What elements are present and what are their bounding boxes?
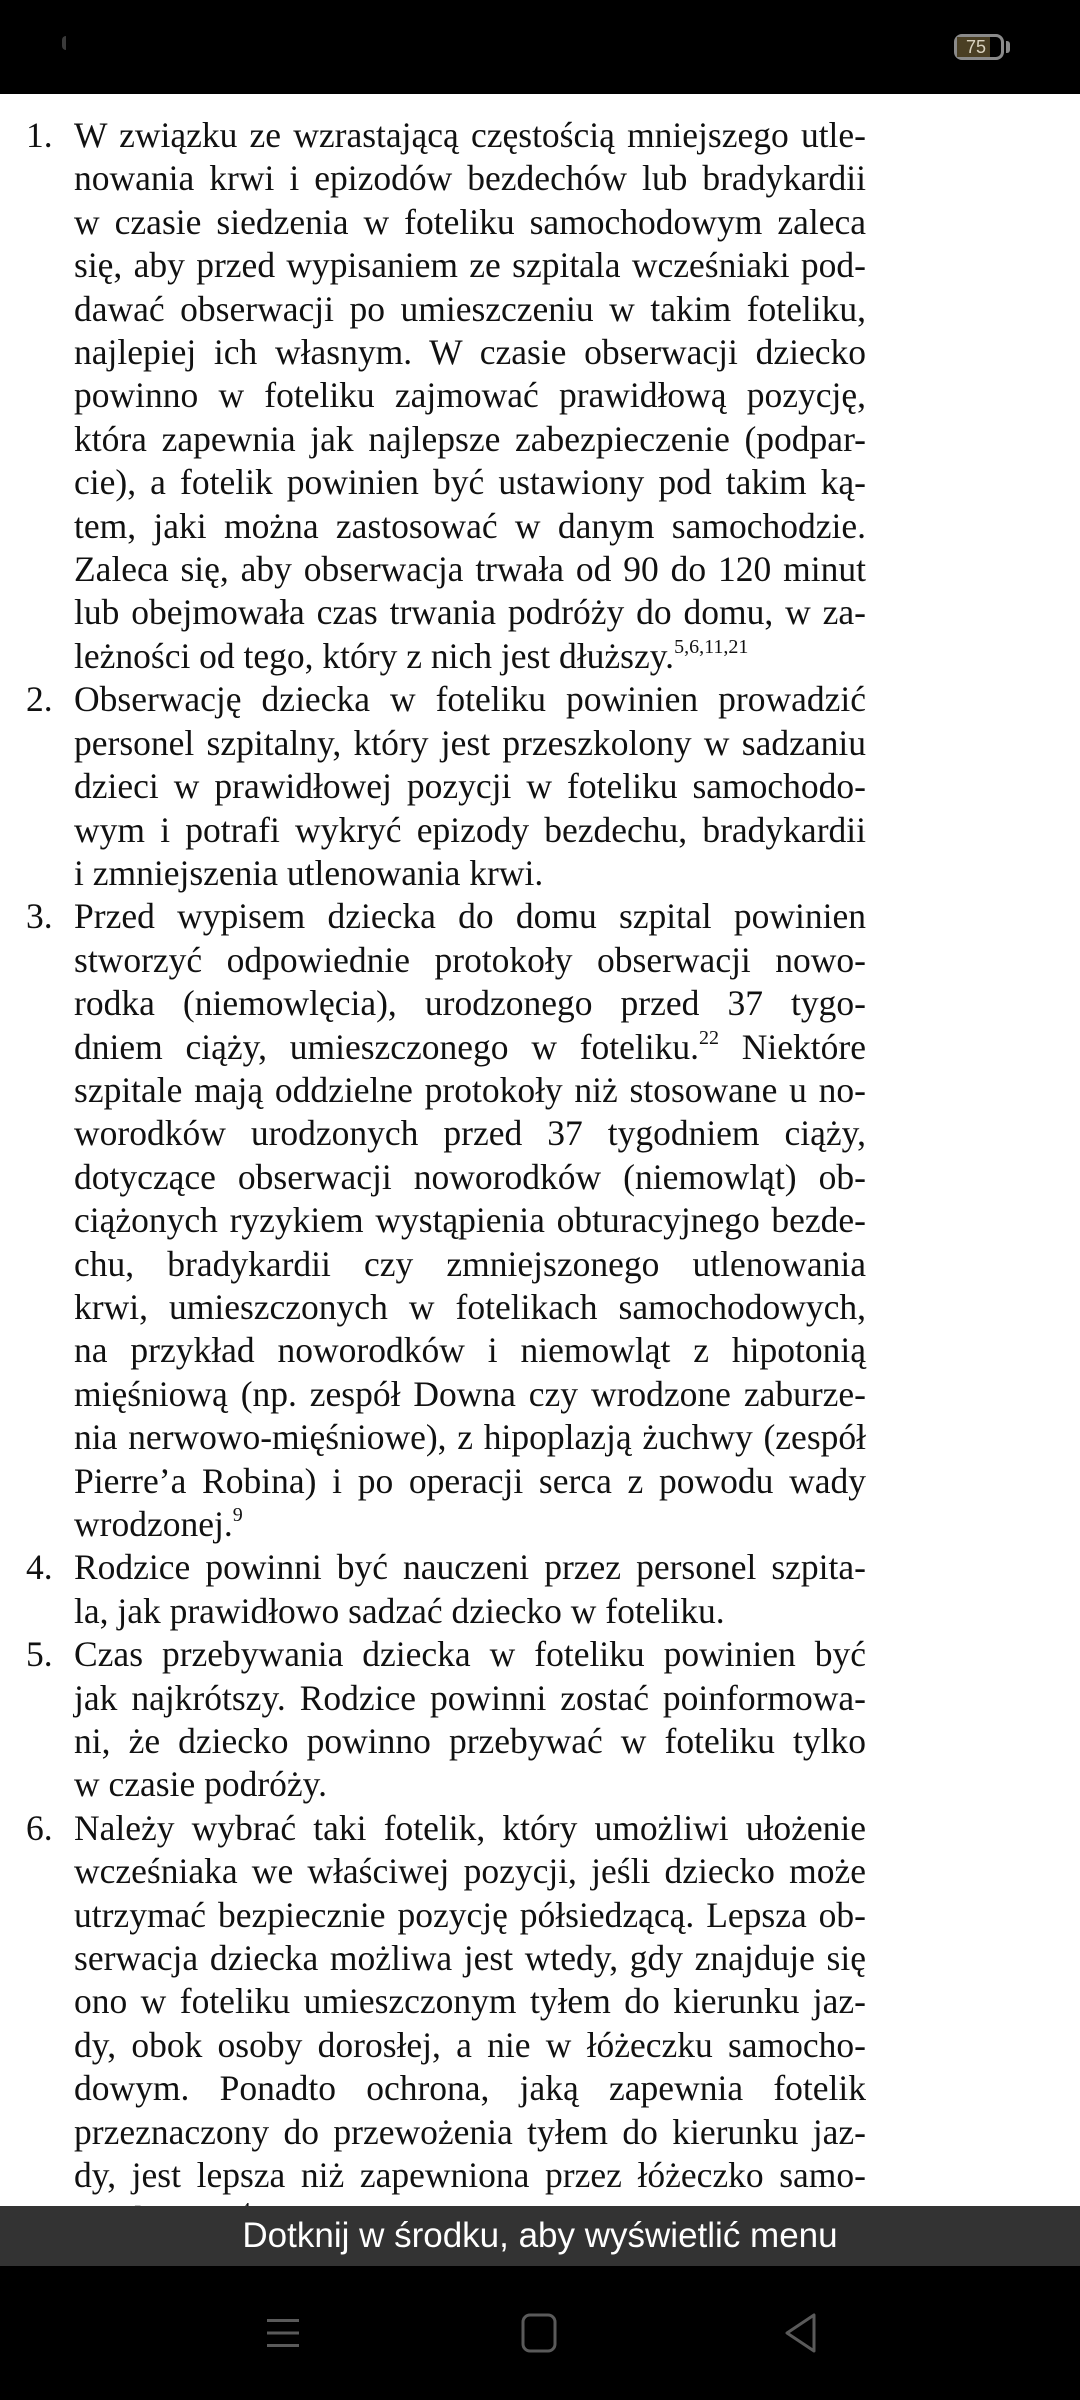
text-line (74, 2111, 866, 2154)
line-text: powinno w foteliku zajmować prawidłową pozycję, (74, 375, 866, 416)
line-text: jak najkrótszy. Rodzice powinni zostać poinformowa- (74, 1677, 866, 1718)
recommendation-list (0, 114, 1080, 2241)
line-text: stworzyć odpowiednie protokoły obserwacji nowo- (74, 939, 866, 980)
text-line (74, 722, 866, 765)
status-bar (0, 0, 1080, 94)
text-line (74, 1156, 866, 1199)
text-line (74, 1807, 866, 1850)
text-line (74, 982, 866, 1025)
text-line (74, 1850, 866, 1893)
text-line (74, 1677, 866, 1720)
back-icon (781, 2311, 821, 2355)
text-line (74, 895, 866, 938)
line-text: Przed wypisem dziecka do domu szpital powinien (74, 896, 866, 937)
list-item (0, 1633, 866, 1807)
list-item (0, 1807, 866, 2241)
line-text: Należy wybrać taki fotelik, który umożliwi ułożenie (74, 1807, 866, 1848)
text-line (74, 114, 866, 157)
list-item (0, 114, 866, 678)
line-text: dowym. Ponadto ochrona, jaką zapewnia fotelik (74, 2068, 866, 2109)
navigation-bar (0, 2266, 1080, 2400)
list-item (0, 1546, 866, 1633)
line-text: dniem ciąży, umieszczonego w foteliku. (74, 1026, 700, 1067)
line-text: W związku ze wzrastającą częstością mniejszego utle- (74, 115, 866, 155)
line-text: lub obejmowała czas trwania podróży do domu, w za- (74, 592, 866, 633)
line-text: rodka (niemowlęcia), urodzonego przed 37 tygo- (74, 983, 866, 1024)
document-page[interactable] (0, 94, 1080, 2206)
battery-tip (1006, 41, 1010, 53)
line-text: dzieci w prawidłowej pozycji w foteliku samochodo- (74, 766, 866, 807)
text-line (74, 765, 866, 808)
line-text: leżności od tego, który z nich jest dłuższy. (74, 635, 675, 676)
text-line (74, 1720, 866, 1763)
item-number: 2. (26, 679, 53, 720)
line-text: ono w foteliku umieszczonym tyłem do kierunku jaz- (74, 1981, 866, 2022)
text-line (74, 1503, 866, 1546)
text-line (74, 1026, 866, 1069)
text-line (74, 1937, 866, 1980)
text-line (74, 1460, 866, 1503)
citation-superscript: 22 (699, 1026, 720, 1049)
text-line (74, 461, 866, 504)
text-line (74, 678, 866, 721)
text-line (74, 1329, 866, 1372)
line-text: dotyczące obserwacji noworodków (niemowląt) ob- (74, 1156, 866, 1197)
line-text: Pierre’a Robina) i po operacji serca z powodu wady (74, 1460, 866, 1501)
back-button[interactable] (741, 2266, 861, 2400)
text-line (74, 852, 866, 895)
line-text: nowania krwi i epizodów bezdechów lub bradykardii (74, 158, 866, 199)
battery-percentage: 75 (965, 37, 987, 57)
item-text (74, 1807, 866, 2241)
text-line (74, 1069, 866, 1112)
line-text: mięśniową (np. zespół Downa czy wrodzone zaburze- (74, 1373, 866, 1414)
home-button[interactable] (479, 2266, 599, 2400)
line-text: najlepiej ich własnym. W czasie obserwacji dziecko (74, 332, 866, 373)
recents-icon (263, 2313, 303, 2353)
text-line (74, 1373, 866, 1416)
line-text: Rodzice powinni być nauczeni przez personel szpita- (74, 1547, 866, 1588)
line-text: cie), a fotelik powinien być ustawiony pod takim ką- (74, 462, 866, 503)
item-number: 4. (26, 1547, 53, 1588)
recents-button[interactable] (223, 2266, 343, 2400)
line-text: serwacja dziecka możliwa jest wtedy, gdy znajduje się (74, 1938, 866, 1979)
text-line (74, 157, 866, 200)
line-text: Czas przebywania dziecka w foteliku powinien być (74, 1634, 866, 1675)
line-text: personel szpitalny, który jest przeszkolony w sadzaniu (74, 722, 866, 763)
line-text: Obserwację dziecka w foteliku powinien prowadzić (74, 679, 866, 720)
line-text: się, aby przed wypisaniem ze szpitala wcześniaki pod- (74, 245, 866, 286)
line-text: chu, bradykardii czy zmniejszonego utlenowania (74, 1243, 866, 1284)
text-line (74, 505, 866, 548)
line-text: przeznaczony do przewożenia tyłem do kierunku jaz- (74, 2111, 866, 2152)
text-line (74, 201, 866, 244)
line-text: dy, obok osoby dorosłej, a nie w łóżeczku samocho- (74, 2024, 866, 2065)
text-line (74, 331, 866, 374)
item-text (74, 1633, 866, 1807)
status-left-icon (62, 36, 66, 50)
text-line (74, 1894, 866, 1937)
text-line (74, 1633, 866, 1676)
text-line (74, 1199, 866, 1242)
text-line (74, 1243, 866, 1286)
text-line (74, 2154, 866, 2197)
item-text (74, 895, 866, 1546)
text-line (74, 591, 866, 634)
line-text: la, jak prawidłowo sadzać dziecko w foteliku. (74, 1590, 725, 1631)
line-text: dawać obserwacji po umieszczeniu w takim foteliku, (74, 288, 866, 329)
line-text: Zaleca się, aby obserwacja trwała od 90 do 120 minut (74, 549, 866, 590)
list-item (0, 678, 866, 895)
line-text: ni, że dziecko powinno przebywać w foteliku tylko (74, 1721, 866, 1762)
text-line (74, 288, 866, 331)
line-text: dy, jest lepsza niż zapewniona przez łóżeczko samo- (74, 2155, 866, 2196)
menu-hint-banner[interactable] (0, 2206, 1080, 2266)
text-line (74, 244, 866, 287)
line-text: tem, jaki można zastosować w danym samochodzie. (74, 505, 866, 546)
citation-superscript: 9 (232, 1504, 243, 1526)
line-text: w czasie podróży. (74, 1764, 327, 1805)
menu-hint-text: Dotknij w środku, aby wyświetlić menu (242, 2216, 838, 2255)
item-number: 6. (26, 1807, 53, 1848)
line-text-tail: Niektóre (719, 1026, 866, 1067)
text-line (74, 1763, 866, 1806)
text-line (74, 418, 866, 461)
item-text (74, 678, 866, 895)
text-line (74, 809, 866, 852)
text-line (74, 939, 866, 982)
text-line (74, 1112, 866, 1155)
text-line (74, 548, 866, 591)
line-text: w czasie siedzenia w foteliku samochodowym zaleca (74, 201, 866, 242)
item-text (74, 114, 866, 678)
line-text: wrodzonej. (74, 1504, 233, 1544)
line-text: wym i potrafi wykryć epizody bezdechu, bradykardii (74, 809, 866, 850)
item-text (74, 1546, 866, 1633)
line-text: worodków urodzonych przed 37 tygodniem ciąży, (74, 1113, 866, 1154)
item-number: 3. (26, 896, 53, 937)
text-line (74, 2067, 866, 2110)
text-line (74, 2024, 866, 2067)
battery-icon (954, 34, 1004, 60)
line-text: ciążonych ryzykiem wystąpienia obturacyjnego bezde- (74, 1200, 866, 1241)
home-icon (519, 2311, 559, 2355)
line-text: utrzymać bezpiecznie pozycję półsiedzącą. Lepsza ob- (74, 1894, 866, 1935)
line-text: szpitale mają oddzielne protokoły niż stosowane u no- (74, 1069, 866, 1110)
text-line (74, 374, 866, 417)
item-number: 5. (26, 1634, 53, 1675)
line-text: wcześniaka we właściwej pozycji, jeśli dziecko może (74, 1851, 866, 1892)
text-line (74, 1590, 866, 1633)
line-text: na przykład noworodków i niemowląt z hipotonią (74, 1330, 866, 1371)
text-line (74, 635, 866, 678)
line-text: która zapewnia jak najlepsze zabezpieczenie (podpar- (74, 418, 866, 459)
text-line (74, 1286, 866, 1329)
text-line (74, 1416, 866, 1459)
item-number: 1. (26, 115, 53, 155)
list-item (0, 895, 866, 1546)
line-text: i zmniejszenia utlenowania krwi. (74, 852, 544, 893)
line-text: nia nerwowo-mięśniowe), z hipoplazją żuchwy (zespół (74, 1417, 866, 1458)
text-line (74, 1546, 866, 1589)
text-line (74, 1980, 866, 2023)
line-text: krwi, umieszczonych w fotelikach samochodowych, (74, 1286, 866, 1327)
citation-superscript: 5,6,11,21 (674, 635, 749, 658)
